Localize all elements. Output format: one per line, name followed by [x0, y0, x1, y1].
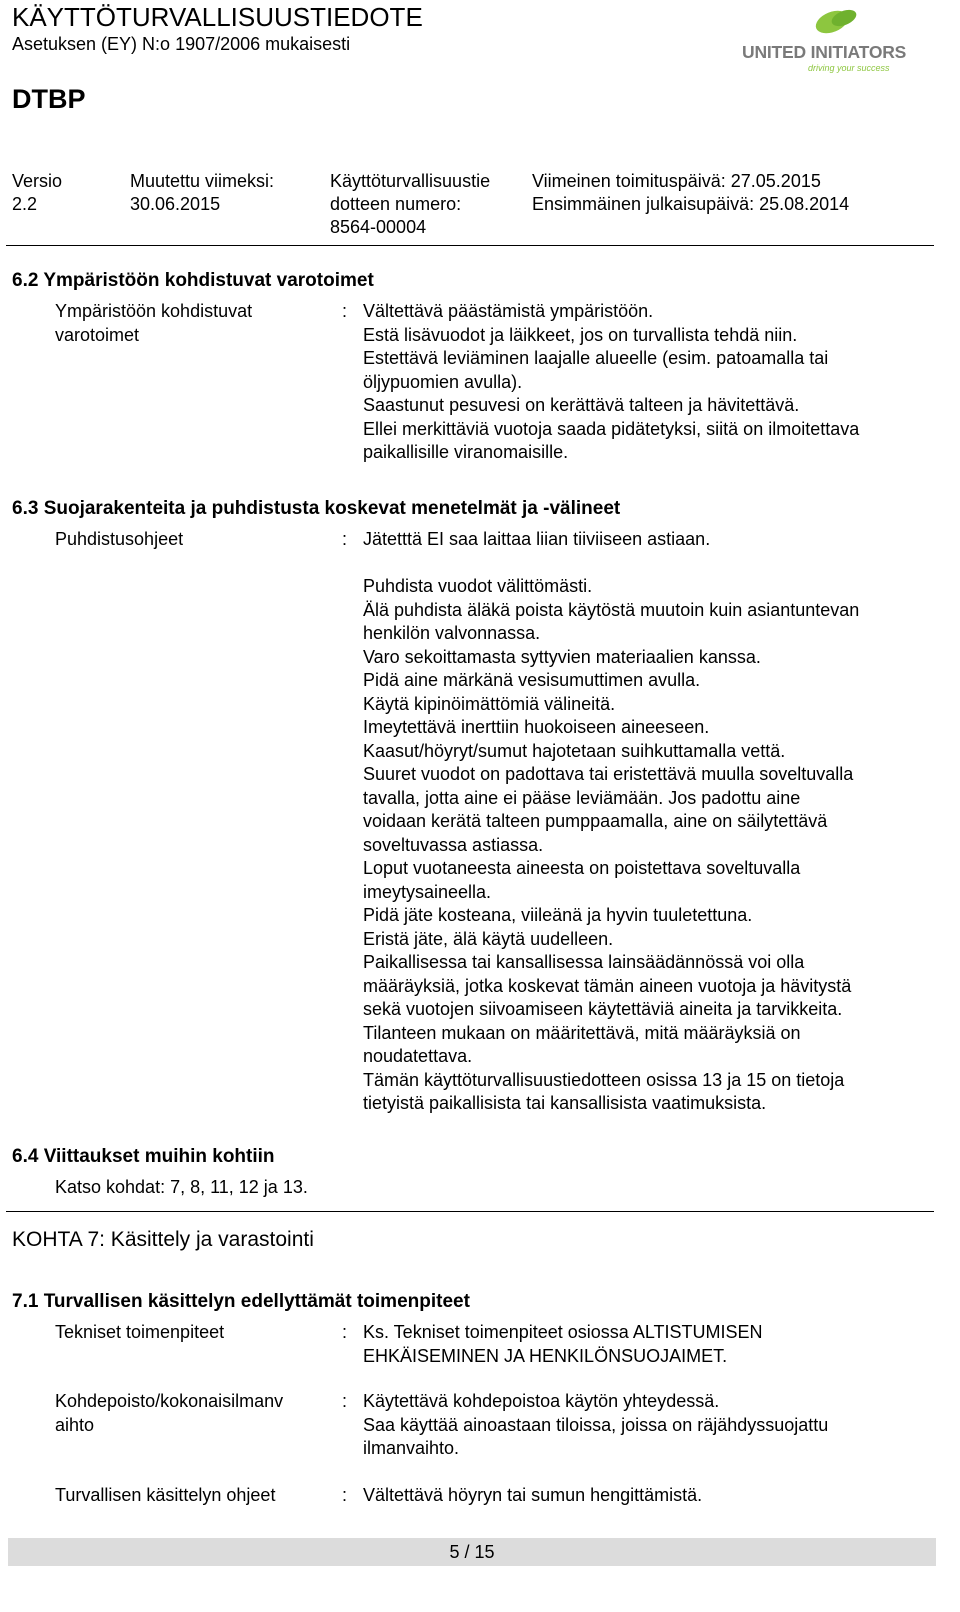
header-divider [6, 245, 934, 246]
s7-row1-colon: : [342, 1322, 348, 1342]
first-issue-date: Ensimmäinen julkaisupäivä: 25.08.2014 [532, 194, 850, 214]
s7-row2-line: Saa käyttää ainoastaan tiloissa, joissa on räjähdyssuojattu [363, 1414, 829, 1435]
s63-line: Pidä aine märkänä vesisumuttimen avulla. [363, 670, 701, 690]
s62-label-line2: varotoimet [55, 324, 140, 345]
s63-line: noudatettava. [363, 1046, 473, 1066]
sds-number-label-1: Käyttöturvallisuustie [330, 171, 491, 191]
s63-line: Pidä jäte kosteana, viileänä ja hyvin tuuletettuna. [363, 905, 753, 925]
s63-first-line: Jätetttä EI saa laittaa liian tiiviiseen astiaan. [363, 529, 711, 549]
s62-line: öljypuomien avulla). [363, 371, 523, 392]
sds-number-label-2: dotteen numero: [330, 194, 462, 214]
s63-line: Älä puhdista äläkä poista käytöstä muutoin kuin asiantuntevan [363, 599, 860, 620]
s7-row1-text [363, 1321, 763, 1368]
s7-row3-label: Turvallisen käsittelyn ohjeet [55, 1485, 276, 1505]
product-name: DTBP [12, 84, 86, 114]
s63-line: Tilanteen mukaan on määritettävä, mitä määräyksiä on [363, 1022, 801, 1043]
company-logo [740, 4, 930, 76]
revised-value: 30.06.2015 [130, 194, 221, 214]
logo-tagline: driving your success [808, 63, 890, 73]
s62-line: paikallisille viranomaisille. [363, 442, 569, 462]
s63-line: Varo sekoittamasta syttyvien materiaalien kanssa. [363, 646, 761, 667]
s63-line: Puhdista vuodot välittömästi. [363, 576, 593, 596]
s63-label: Puhdistusohjeet [55, 529, 184, 549]
s7-row2-label-line2: aihto [55, 1414, 95, 1435]
s63-line: sekä vuotojen siivoamiseen käytettäviä aineita ja tarvikkeita. [363, 999, 843, 1019]
section-6-3-heading: 6.3 Suojarakenteita ja puhdistusta koskevat menetelmät ja -välineet [12, 498, 621, 519]
section-7-1-heading: 7.1 Turvallisen käsittelyn edellyttämät toimenpiteet [12, 1291, 470, 1312]
s63-line: Loput vuotaneesta aineesta on poistettava soveltuvalla [363, 858, 801, 878]
version-value: 2.2 [12, 194, 38, 214]
s7-row1-line: Ks. Tekniset toimenpiteet osiossa ALTISTUMISEN [363, 1322, 763, 1342]
section-divider [6, 1211, 934, 1212]
s7-row2-colon: : [342, 1391, 348, 1411]
section-6-2-heading: 6.2 Ympäristöön kohdistuvat varotoimet [12, 270, 374, 291]
s63-text-block [363, 575, 859, 1116]
regulation-reference: Asetuksen (EY) N:o 1907/2006 mukaisesti [12, 34, 351, 54]
s63-line: Käytä kipinöimättömiä välineitä. [363, 693, 616, 714]
s7-row3-colon: : [342, 1485, 348, 1505]
last-issue-date: Viimeinen toimituspäivä: 27.05.2015 [532, 171, 821, 191]
version-label: Versio [12, 171, 63, 191]
page-footer-bar [8, 1538, 936, 1566]
s7-row2-line: Käytettävä kohdepoistoa käytön yhteydessä. [363, 1391, 720, 1411]
logo-leaf-icon [808, 4, 868, 38]
s7-row3-text: Vältettävä höyryn tai sumun hengittämistä. [363, 1485, 703, 1505]
s63-colon: : [342, 529, 348, 549]
s63-line: Eristä jäte, älä käytä uudelleen. [363, 928, 614, 949]
s7-row2-line: ilmanvaihto. [363, 1438, 460, 1458]
s62-label-line1: Ympäristöön kohdistuvat [55, 301, 253, 321]
section-6-4-heading: 6.4 Viittaukset muihin kohtiin [12, 1146, 275, 1167]
s63-line: määräyksiä, jotka koskevat tämän aineen vuotoja ja hävitystä [363, 975, 852, 996]
s63-line: imeytysaineella. [363, 881, 492, 902]
s63-line: voidaan kerätä talteen pumppaamalla, aine on säilytettävä [363, 811, 828, 831]
section-7-heading: KOHTA 7: Käsittely ja varastointi [12, 1228, 314, 1251]
s63-line: Kaasut/höyryt/sumut hajotetaan suihkuttamalla vettä. [363, 740, 786, 761]
s7-row1-line: EHKÄISEMINEN JA HENKILÖNSUOJAIMET. [363, 1345, 728, 1366]
s7-row2-text [363, 1390, 828, 1461]
sds-number-value: 8564-00004 [330, 217, 427, 237]
s64-reference-text: Katso kohdat: 7, 8, 11, 12 ja 13. [55, 1177, 308, 1197]
s63-line: Paikallisessa tai kansallisessa lainsäädännössä voi olla [363, 952, 805, 972]
s7-row2-label-line1: Kohdepoisto/kokonaisilmanv [55, 1391, 284, 1411]
s62-line: Ellei merkittäviä vuotoja saada pidätetyksi, siitä on ilmoitettava [363, 418, 860, 439]
s63-line: henkilön valvonnassa. [363, 623, 541, 643]
s63-line: Suuret vuodot on padottava tai eristettävä muulla soveltuvalla [363, 764, 854, 784]
s63-line: soveltuvassa astiassa. [363, 834, 544, 855]
s62-line: Vältettävä päästämistä ympäristöön. [363, 301, 654, 321]
s7-row1-label: Tekniset toimenpiteet [55, 1322, 225, 1342]
s62-colon: : [342, 301, 348, 321]
s62-line: Estettävä leviäminen laajalle alueelle (esim. patoamalla tai [363, 348, 829, 368]
page-number: 5 / 15 [449, 1542, 495, 1562]
s62-text-block [363, 300, 859, 465]
s62-line: Saastunut pesuvesi on kerättävä talteen ja hävitettävä. [363, 395, 800, 415]
s63-line: tavalla, jotta aine ei pääse leviämään. Jos padottu aine [363, 787, 801, 808]
revised-label: Muutettu viimeksi: [130, 171, 275, 191]
s63-line: tietyistä paikallisista tai kansallisista vaatimuksista. [363, 1093, 767, 1113]
logo-text: UNITED INITIATORS [742, 42, 907, 62]
document-type-title: KÄYTTÖTURVALLISUUSTIEDOTE [12, 2, 423, 32]
s62-line: Estä lisävuodot ja läikkeet, jos on turvallista tehdä niin. [363, 324, 798, 345]
s63-line: Tämän käyttöturvallisuustiedotteen osissa 13 ja 15 on tietoja [363, 1069, 845, 1090]
s63-line: Imeytettävä inerttiin huokoiseen aineeseen. [363, 717, 710, 737]
